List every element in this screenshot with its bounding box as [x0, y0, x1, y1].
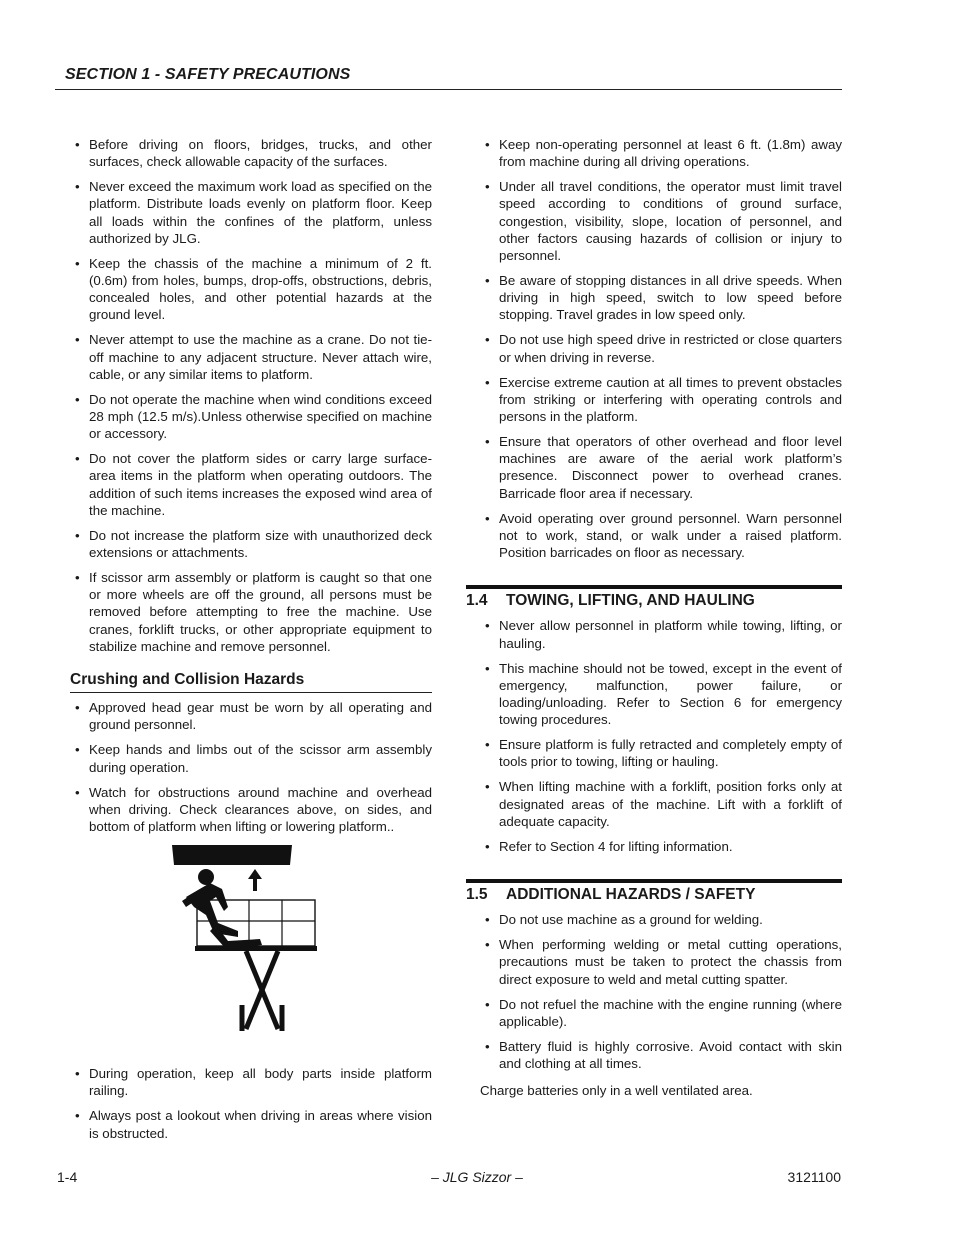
list-item: • Before driving on floors, bridges, trucks, and other surfaces, check allowable capacity of the surfaces. — [70, 136, 432, 170]
left-bullets-b — [70, 699, 432, 835]
list-item: • Do not cover the platform sides or carry large surface-area items in the platform when operating outdoors. The addition of such items increases the exposed wind area of the machine. — [70, 450, 432, 519]
section-header: SECTION 1 - SAFETY PRECAUTIONS — [65, 66, 351, 83]
left-bullets-c — [70, 1065, 432, 1142]
page-number: 1-4 — [57, 1169, 78, 1185]
list-item: • Do not use machine as a ground for welding. — [480, 911, 842, 928]
crushing-heading: Crushing and Collision Hazards — [70, 671, 432, 693]
list-item: • If scissor arm assembly or platform is caught so that one or more wheels are off the ground, all persons must be removed before attempting to free the machine. Use cranes, forklift trucks, or other appropriate equipment to stabilize machine and remove personnel. — [70, 569, 432, 655]
list-item: • Do not increase the platform size with unauthorized deck extensions or attachments. — [70, 527, 432, 561]
list-item: • When performing welding or metal cutting operations, precautions must be taken to protect the chassis from direct exposure to weld and metal cutting spatter. — [480, 936, 842, 988]
list-item: • Keep hands and limbs out of the scissor arm assembly during operation. — [70, 741, 432, 775]
list-item: • During operation, keep all body parts inside platform railing. — [70, 1065, 432, 1099]
section-title: TOWING, LIFTING, AND HAULING — [506, 592, 755, 610]
footer-title: – JLG Sizzor – — [431, 1169, 523, 1185]
list-item: • Ensure that operators of other overhead and floor level machines are aware of the aerial work platform’s presence. Disconnect power to overhead cranes. Barricade floor area if necessary. — [480, 433, 842, 502]
section-title: ADDITIONAL HAZARDS / SAFETY — [506, 886, 756, 904]
section-1-5-bullets — [480, 911, 842, 1072]
section-1-4-bullets — [480, 617, 842, 855]
list-item: • Always post a lookout when driving in areas where vision is obstructed. — [70, 1107, 432, 1141]
list-item: • Never exceed the maximum work load as specified on the platform. Distribute loads evenly on platform floor. Keep all loads within the confines of the platform, unless authorized by JLG. — [70, 178, 432, 247]
list-item: • When lifting machine with a forklift, position forks only at designated areas of the machine. Lift with a forklift of adequate capacity. — [480, 778, 842, 830]
section-number: 1.4 — [466, 592, 488, 610]
section-1-4-heading — [466, 585, 842, 609]
list-item: • Be aware of stopping distances in all drive speeds. When driving in high speed, switch to low speed before stopping. Travel grades in low speed only. — [480, 272, 842, 324]
list-item: • Keep the chassis of the machine a minimum of 2 ft. (0.6m) from holes, bumps, drop-offs, obstructions, debris, concealed holes, and other potential hazards at the ground level. — [70, 255, 432, 324]
list-item: • This machine should not be towed, except in the event of emergency, malfunction, power failure, or loading/unloading. Refer to Section 6 for emergency towing procedures. — [480, 660, 842, 729]
closing-text: Charge batteries only in a well ventilated area. — [480, 1083, 753, 1099]
header-rule — [55, 89, 842, 90]
right-bullets-a — [480, 136, 842, 561]
crush-hazard-figure — [70, 845, 432, 1045]
doc-number: 3121100 — [787, 1169, 841, 1185]
list-item: • Watch for obstructions around machine and overhead when driving. Check clearances above, on sides, and bottom of platform when lifting or lowering platform.. — [70, 784, 432, 836]
list-item: • Approved head gear must be worn by all operating and ground personnel. — [70, 699, 432, 733]
list-item: • Do not refuel the machine with the engine running (where applicable). — [480, 996, 842, 1030]
left-column — [70, 136, 432, 1150]
list-item: • Never allow personnel in platform while towing, lifting, or hauling. — [480, 617, 842, 651]
list-item: • Refer to Section 4 for lifting information. — [480, 838, 842, 855]
list-item: • Keep non-operating personnel at least 6 ft. (1.8m) away from machine during all driving operations. — [480, 136, 842, 170]
list-item: • Avoid operating over ground personnel. Warn personnel not to work, stand, or walk under a raised platform. Position barricades on floor as necessary. — [480, 510, 842, 562]
left-bullets-a — [70, 136, 432, 655]
list-item: • Under all travel conditions, the operator must limit travel speed according to conditions of ground surface, congestion, visibility, slope, location of personnel, and other factors causing hazards of collision or injury to personnel. — [480, 178, 842, 264]
list-item: • Do not operate the machine when wind conditions exceed 28 mph (12.5 m/s).Unless otherwise specified on machine or accessory. — [70, 391, 432, 443]
crush-hazard-icon — [170, 845, 320, 1035]
right-column — [466, 136, 842, 1100]
section-number: 1.5 — [466, 886, 488, 904]
list-item: • Battery fluid is highly corrosive. Avoid contact with skin and clothing at all times. — [480, 1038, 842, 1072]
list-item: • Ensure platform is fully retracted and completely empty of tools prior to towing, lifting or hauling. — [480, 736, 842, 770]
list-item: • Do not use high speed drive in restricted or close quarters or when driving in reverse. — [480, 331, 842, 365]
section-1-5-heading — [466, 879, 842, 903]
list-item: • Never attempt to use the machine as a crane. Do not tie-off machine to any adjacent structure. Never attach wire, cable, or any similar items to platform. — [70, 331, 432, 383]
list-item: • Exercise extreme caution at all times to prevent obstacles from striking or interfering with operating controls and persons in the platform. — [480, 374, 842, 426]
